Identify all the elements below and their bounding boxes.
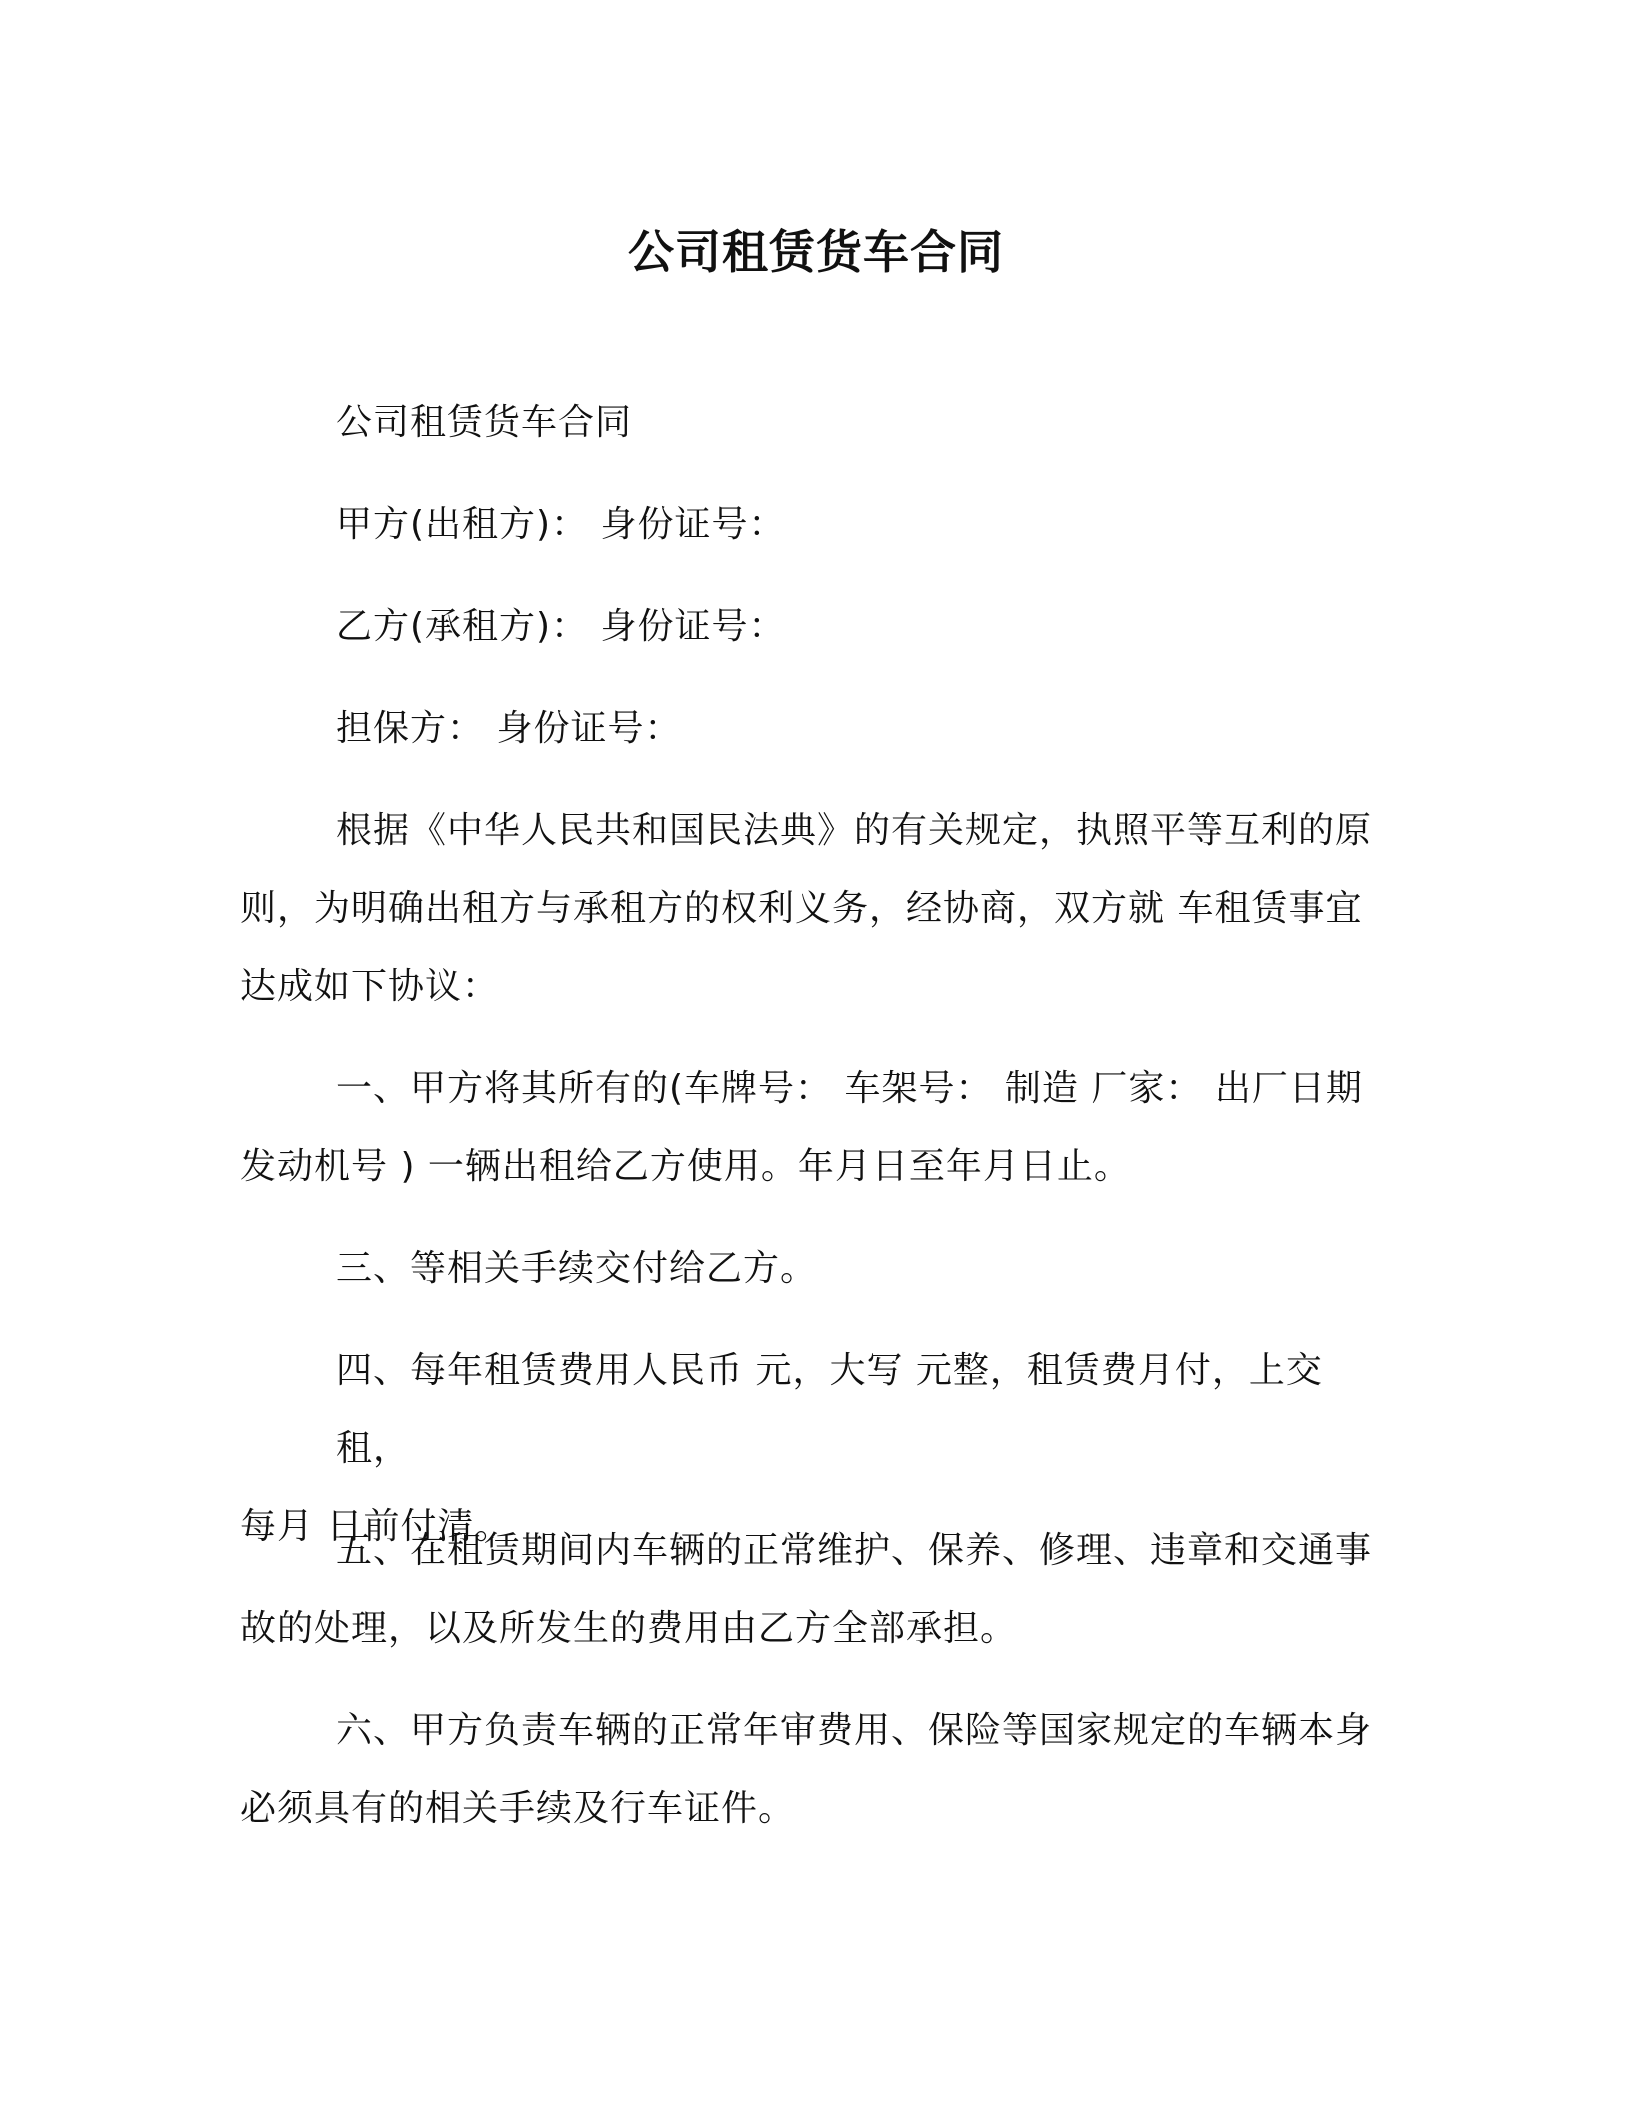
guarantor-paragraph xyxy=(240,690,1380,768)
party-a-text: 甲方(出租方)： 身份证号： xyxy=(336,504,786,545)
party-b-paragraph xyxy=(240,588,1380,666)
clause-1-line-2: 发动机号 ) 一辆出租给乙方使用。年月日至年月日止。 xyxy=(240,1146,1131,1187)
preamble-paragraph xyxy=(240,792,1380,1026)
clause-6-line-1: 六、甲方负责车辆的正常年审费用、保险等国家规定的车辆本身 xyxy=(336,1710,1373,1751)
preamble-line-1: 根据《中华人民共和国民法典》的有关规定，执照平等互利的原 xyxy=(336,810,1373,851)
document-title: 公司租赁货车合同 xyxy=(628,225,1004,279)
clause-5-line-2: 故的处理，以及所发生的费用由乙方全部承担。 xyxy=(240,1608,1018,1649)
clause-5-paragraph xyxy=(240,1512,1380,1668)
clause-3-text: 三、等相关手续交付给乙方。 xyxy=(336,1248,818,1289)
clause-1-paragraph xyxy=(240,1050,1380,1206)
clause-3-paragraph xyxy=(240,1230,1380,1308)
clause-6-paragraph xyxy=(240,1692,1380,1848)
subtitle-paragraph xyxy=(240,384,1380,462)
preamble-line-2: 则，为明确出租方与承租方的权利义务，经协商，双方就 车租赁事宜 xyxy=(240,888,1363,929)
clause-1-line-1: 一、甲方将其所有的(车牌号： 车架号： 制造 厂家： 出厂日期 xyxy=(336,1068,1363,1109)
clause-5-line-1: 五、在租赁期间内车辆的正常维护、保养、修理、违章和交通事 xyxy=(336,1530,1373,1571)
clause-4-line-1: 四、每年租赁费用人民币 元，大写 元整，租赁费月付，上交租， xyxy=(336,1350,1323,1469)
clause-4-line-2: 每月 日前付清。 xyxy=(240,1506,512,1547)
party-a-paragraph xyxy=(240,486,1380,564)
party-b-text: 乙方(承租方)： 身份证号： xyxy=(336,606,786,647)
subtitle-text: 公司租赁货车合同 xyxy=(336,402,633,443)
guarantor-text: 担保方： 身份证号： xyxy=(336,708,682,749)
clause-6-line-2: 必须具有的相关手续及行车证件。 xyxy=(240,1788,796,1829)
preamble-line-3: 达成如下协议： xyxy=(240,966,500,1007)
